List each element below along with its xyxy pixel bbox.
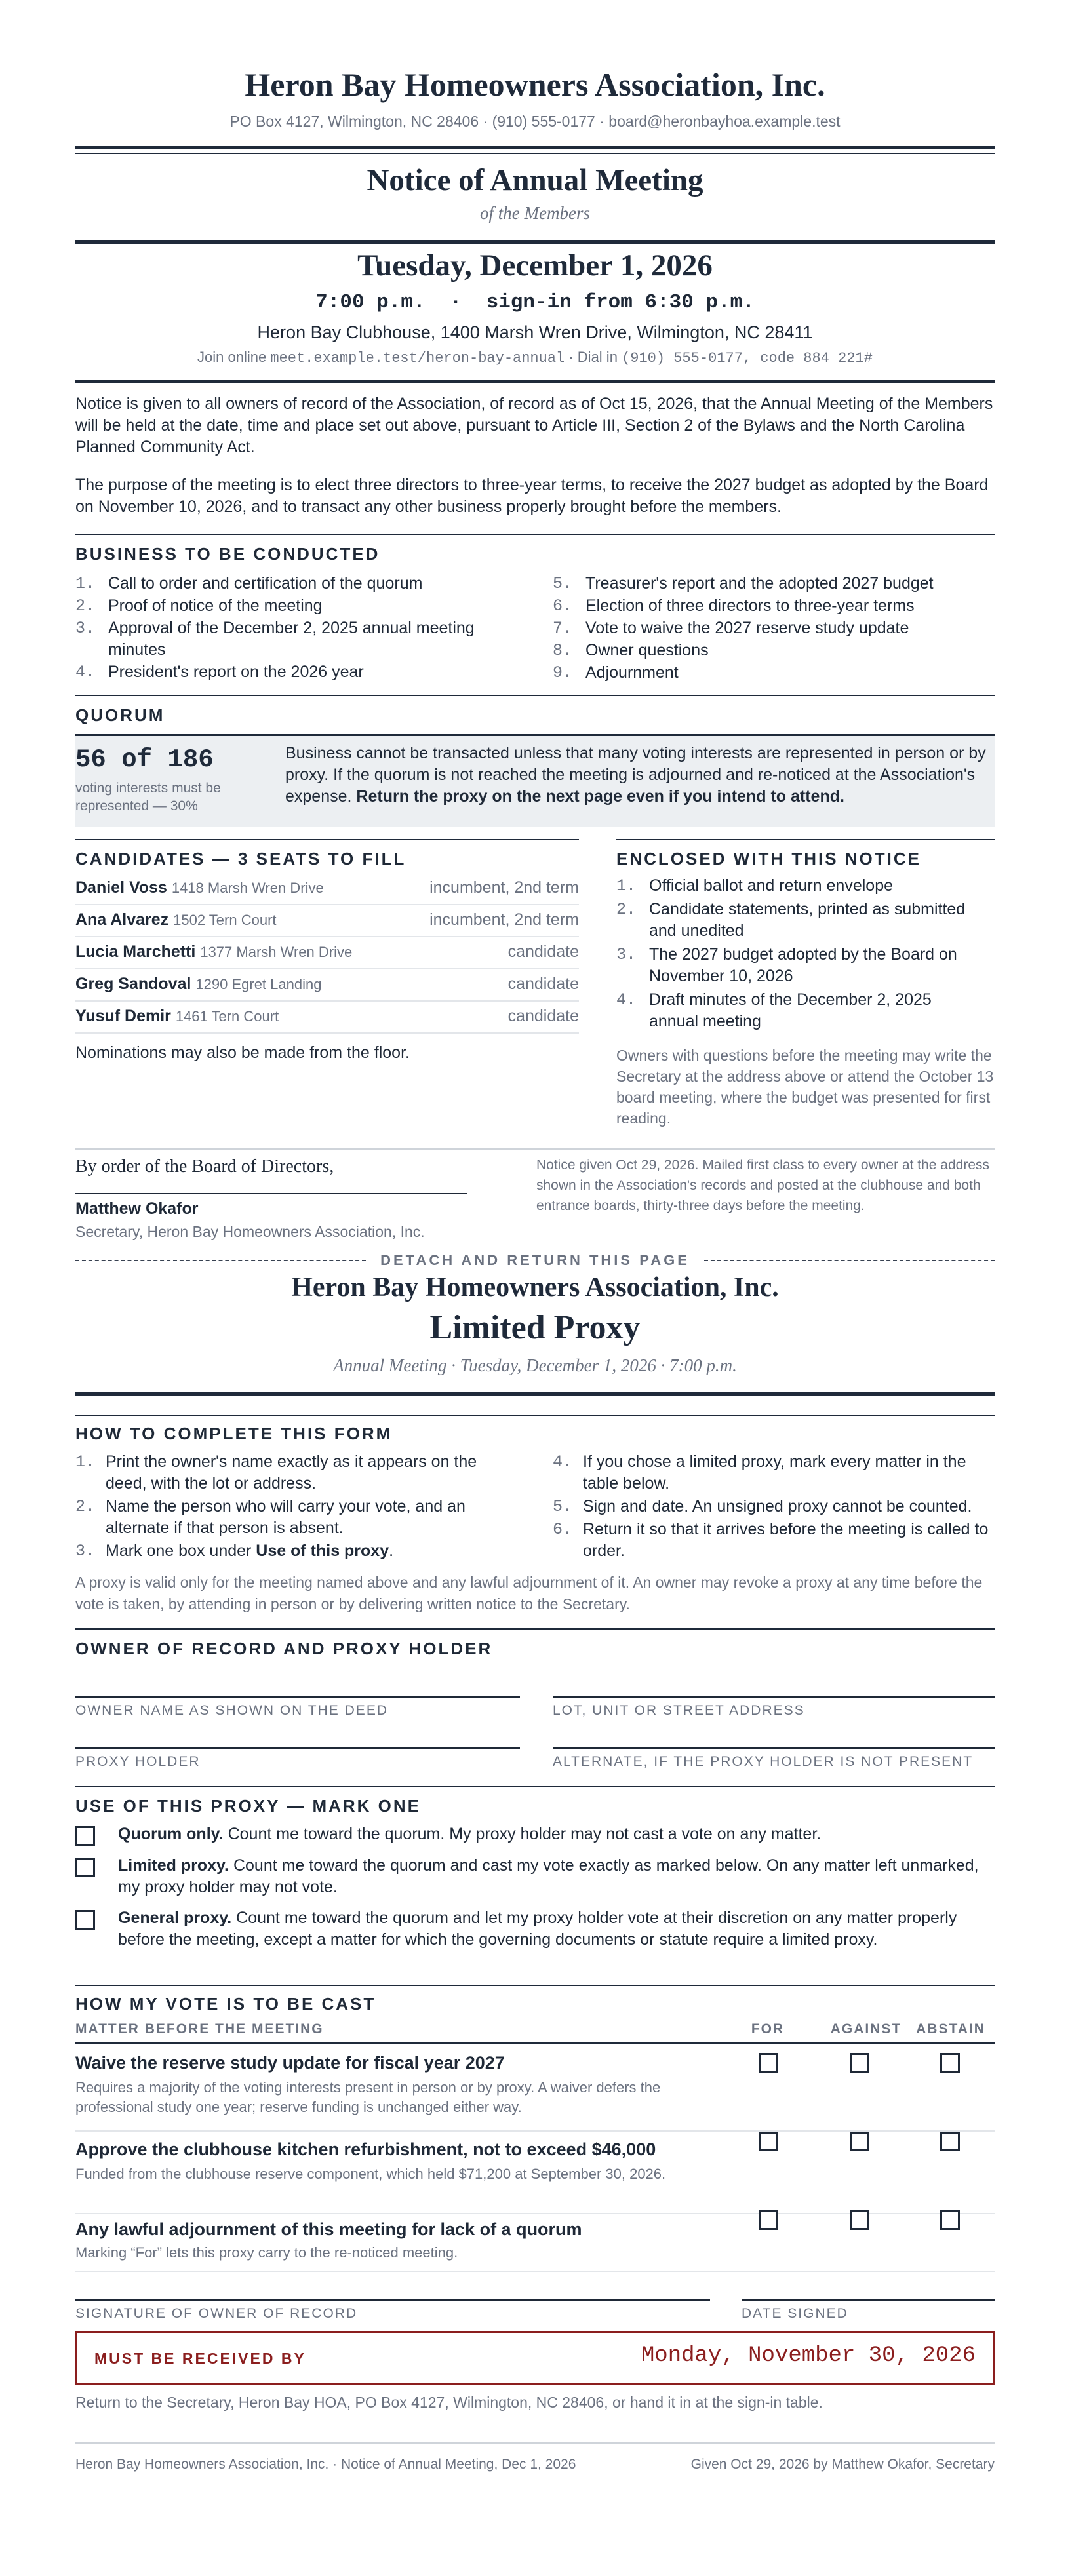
proxy-rule-thin (75, 1415, 995, 1416)
quorum-caption: voting interests must be represented — 30% (75, 781, 221, 813)
list-item: 4. Draft minutes of the December 2, 2025 annual meeting (616, 990, 932, 1030)
howto-list-left (75, 1451, 495, 1563)
list-item: 8. Owner questions (553, 641, 709, 660)
vote-abstain-checkbox[interactable] (940, 2132, 960, 2151)
deadline-box (75, 2331, 995, 2385)
quorum-only-option: Quorum only. Count me toward the quorum. My proxy holder may not cast a vote on any matter. (118, 1825, 822, 1843)
howto-list-right (553, 1451, 995, 1563)
owner-name-field[interactable]: OWNER NAME AS SHOWN ON THE DEED (75, 1696, 520, 1719)
table-row: Greg Sandoval 1290 Egret Landing candidate (75, 969, 579, 1002)
vote-for-checkbox[interactable] (759, 2053, 778, 2073)
detach-label: DETACH AND RETURN THIS PAGE (380, 1252, 690, 1268)
candidates-heading: CANDIDATES — 3 SEATS TO FILL (75, 849, 406, 868)
table-row: Daniel Voss 1418 Marsh Wren Drive incumbent, 2nd term (75, 873, 579, 905)
vote-heading: HOW MY VOTE IS TO BE CAST (75, 1994, 376, 2014)
howto-note: A proxy is valid only for the meeting named above and any lawful adjournment of it. An owner may revoke a proxy at any time before the vote is taken, by attending in person or by delivering written notice to the Secretary. (75, 1574, 983, 1612)
list-item: 3. Approval of the December 2, 2025 annual meeting minutes (75, 619, 475, 659)
list-item: 6. Election of three directors to three-year terms (553, 596, 915, 615)
deadline-date: Monday, November 30, 2026 (641, 2343, 976, 2368)
list-item: 4. President's report on the 2026 year (75, 663, 364, 682)
vote-for-checkbox[interactable] (759, 2210, 778, 2230)
matter-description: Marking “For” lets this proxy carry to the re-noticed meeting. (75, 2244, 458, 2261)
list-item: 7. Vote to waive the 2027 reserve study update (553, 619, 909, 638)
quorum-rule (75, 695, 995, 696)
footer-rule (75, 2442, 995, 2444)
meeting-time: 7:00 p.m. · sign-in from 6:30 p.m. (315, 291, 755, 314)
table-row: Lucia Marchetti 1377 Marsh Wren Drive candidate (75, 937, 579, 969)
list-item: 5. Treasurer's report and the adopted 2027 budget (553, 574, 934, 593)
lot-address-field[interactable]: LOT, UNIT OR STREET ADDRESS (553, 1696, 995, 1719)
secretary-role: Secretary, Heron Bay Homeowners Association, Inc. (75, 1223, 425, 1240)
footer-right: Given Oct 29, 2026 by Matthew Okafor, Secretary (690, 2457, 995, 2472)
return-note: Return to the Secretary, Heron Bay HOA, PO Box 4127, Wilmington, NC 28406, or hand it in at the sign-in table. (75, 2394, 823, 2411)
deadline-label: MUST BE RECEIVED BY (94, 2350, 306, 2367)
footer-left: Heron Bay Homeowners Association, Inc. · Notice of Annual Meeting, Dec 1, 2026 (75, 2457, 576, 2472)
list-item: 1. Print the owner's name exactly as it appears on the deed, with the lot or address. (75, 1453, 477, 1493)
quorum-return-note: Return the proxy on the next page even if you intend to attend. (356, 787, 844, 806)
enclosed-note: Owners with questions before the meeting may write the Secretary at the address above or attend the October 13 board meeting, where the budget was presented for first reading. (616, 1047, 994, 1127)
detach-line (75, 1252, 995, 1269)
business-heading: BUSINESS TO BE CONDUCTED (75, 544, 380, 564)
secretary-name: Matthew Okafor (75, 1200, 199, 1218)
alternate-holder-field[interactable]: ALTERNATE, IF THE PROXY HOLDER IS NOT PRESENT (553, 1747, 995, 1770)
limited-proxy-checkbox[interactable] (75, 1858, 95, 1877)
col-matter: MATTER BEFORE THE MEETING (75, 2021, 324, 2037)
quorum-figure: 56 of 186 (75, 745, 214, 774)
quorum-box (75, 734, 995, 827)
matter-title: Any lawful adjournment of this meeting for lack of a quorum (75, 2219, 582, 2239)
signoff-order: By order of the Board of Directors, (75, 1156, 334, 1177)
enclosed-heading: ENCLOSED WITH THIS NOTICE (616, 849, 921, 868)
list-item: 2. Proof of notice of the meeting (75, 596, 323, 615)
candidates-rule (75, 839, 579, 840)
business-list-right (553, 573, 995, 684)
vote-against-checkbox[interactable] (850, 2053, 869, 2073)
proxy-title: Limited Proxy (429, 1309, 641, 1346)
proxy-rule (75, 1392, 995, 1396)
table-row: Yusuf Demir 1461 Tern Court candidate (75, 1002, 579, 1034)
meeting-venue: Heron Bay Clubhouse, 1400 Marsh Wren Drive, Wilmington, NC 28411 (257, 322, 813, 342)
header-rule-thin (75, 153, 995, 154)
signoff-rule (75, 1148, 995, 1150)
list-item: 1. Official ballot and return envelope (616, 876, 893, 895)
org-name: Heron Bay Homeowners Association, Inc. (245, 66, 825, 103)
list-item: 5. Sign and date. An unsigned proxy cannot be counted. (553, 1497, 972, 1516)
quorum-heading: QUORUM (75, 705, 165, 725)
intro-rule (75, 380, 995, 383)
proxy-holder-field[interactable]: PROXY HOLDER (75, 1747, 520, 1770)
matter-description: Funded from the clubhouse reserve component, which held $71,200 at September 30, 2026. (75, 2166, 666, 2182)
signature-line (75, 1193, 467, 1194)
title-rule (75, 240, 995, 244)
list-item: 2. Candidate statements, printed as submitted and unedited (616, 900, 966, 940)
date-signed-field[interactable]: DATE SIGNED (742, 2299, 995, 2322)
vote-against-checkbox[interactable] (850, 2132, 869, 2151)
quorum-text: Business cannot be transacted unless that many voting interests are represented in person or by proxy. If the quorum is not reached the meeting is adjourned and re-noticed at the Association's expense. Return the proxy on the next page even if you intend to attend. (285, 744, 986, 806)
list-item: 3. Mark one box under Use of this proxy. (75, 1542, 394, 1561)
use-heading: USE OF THIS PROXY — MARK ONE (75, 1796, 422, 1816)
col-against: AGAINST (830, 2021, 902, 2037)
org-contact: PO Box 4127, Wilmington, NC 28406 · (910) 555-0177 · board@heronbayhoa.example.test (229, 113, 841, 130)
list-item: 9. Adjournment (553, 663, 679, 682)
list-item: 6. Return it so that it arrives before the meeting is called to order. (553, 1520, 989, 1560)
matter-description: Requires a majority of the voting interests present in person or by proxy. A waiver defers the professional study one year; reserve funding is unchanged either way. (75, 2079, 661, 2115)
list-item: 4. If you chose a limited proxy, mark every matter in the table below. (553, 1453, 966, 1493)
owner-signature-field[interactable]: SIGNATURE OF OWNER OF RECORD (75, 2299, 710, 2322)
notice-given: Notice given Oct 29, 2026. Mailed first class to every owner at the address shown in the Association's records and posted at the clubhouse and both entrance boards, thirty-three days before the meeting. (536, 1158, 990, 1213)
vote-abstain-checkbox[interactable] (940, 2210, 960, 2230)
business-list-left (75, 573, 495, 684)
dial-label: · Dial in (568, 349, 618, 365)
matter-title: Waive the reserve study update for fiscal year 2027 (75, 2053, 505, 2073)
proxy-org-name: Heron Bay Homeowners Association, Inc. (291, 1272, 779, 1302)
vote-against-checkbox[interactable] (850, 2210, 869, 2230)
notice-paragraph-1: Notice is given to all owners of record of the Association, of record as of Oct 15, 2026, that the Annual Meeting of the Members will be held at the date, time and place set out above, pursuant to Article III, Section 2 of the Bylaws and the North Carolina Planned Community Act. (75, 395, 993, 456)
vote-rule (75, 1985, 995, 1986)
use-rule (75, 1786, 995, 1787)
enclosed-list (616, 875, 983, 1033)
join-url[interactable]: meet.example.test/heron-bay-annual (270, 350, 565, 366)
general-proxy-option: General proxy. Count me toward the quorum and let my proxy holder vote at their discretion on any matter properly before the meeting, except a matter for which the governing documents or statute require a limited proxy. (118, 1909, 957, 1949)
table-row: Ana Alvarez 1502 Tern Court incumbent, 2nd term (75, 905, 579, 937)
list-item: 1. Call to order and certification of the quorum (75, 574, 423, 593)
header-rule (75, 146, 995, 149)
notice-title: Notice of Annual Meeting (367, 163, 703, 197)
list-item: 2. Name the person who will carry your vote, and an alternate if that person is absent. (75, 1497, 466, 1537)
limited-proxy-option: Limited proxy. Count me toward the quorum and cast my vote exactly as marked below. On any matter left unmarked, my proxy holder may not vote. (118, 1856, 979, 1896)
matter-title: Approve the clubhouse kitchen refurbishment, not to exceed $46,000 (75, 2139, 656, 2159)
notice-paragraph-2: The purpose of the meeting is to elect three directors to three-year terms, to receive the 2027 budget as adopted by the Board on November 10, 2026, and to transact any other business properly brought before the members. (75, 476, 989, 516)
join-label: Join online (197, 349, 267, 365)
notice-subtitle: of the Members (480, 203, 590, 223)
list-item: 3. The 2027 budget adopted by the Board on November 10, 2026 (616, 945, 957, 985)
meeting-date: Tuesday, December 1, 2026 (357, 248, 713, 283)
col-abstain: ABSTAIN (916, 2021, 985, 2037)
proxy-subtitle: Annual Meeting · Tuesday, December 1, 2026 · 7:00 p.m. (333, 1356, 737, 1375)
general-proxy-checkbox[interactable] (75, 1910, 95, 1930)
enclosed-rule (616, 839, 995, 840)
owner-heading: OWNER OF RECORD AND PROXY HOLDER (75, 1639, 493, 1658)
col-for: FOR (751, 2021, 785, 2037)
join-line (75, 349, 995, 366)
howto-heading: HOW TO COMPLETE THIS FORM (75, 1424, 393, 1443)
candidates-table (75, 873, 579, 1034)
nominations-note: Nominations may also be made from the floor. (75, 1044, 410, 1062)
owner-rule (75, 1628, 995, 1630)
vote-abstain-checkbox[interactable] (940, 2053, 960, 2073)
dial-number: (910) 555-0177, code 884 221# (622, 350, 873, 366)
business-rule (75, 534, 995, 535)
quorum-only-checkbox[interactable] (75, 1826, 95, 1846)
vote-for-checkbox[interactable] (759, 2132, 778, 2151)
